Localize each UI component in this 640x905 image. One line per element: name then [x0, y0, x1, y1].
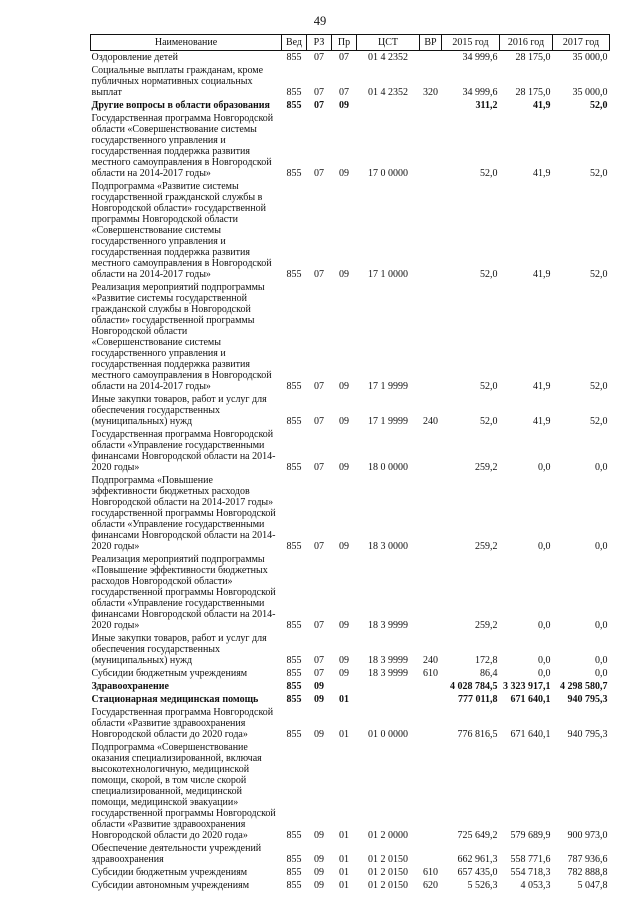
cell-2015: 86,4 [480, 668, 498, 679]
table-body [91, 51, 610, 893]
header-cst: ЦСТ [357, 35, 420, 51]
cell-ved: 855 [286, 880, 302, 891]
cell-name: Социальные выплаты гражданам, кроме публичных нормативных социальных выплат [91, 65, 264, 98]
cell-ved: 855 [286, 100, 302, 111]
cell-name: Государственная программа Новгородской области «Управление государственными финансами Новгородской области на 2014-2020 годы» [91, 429, 276, 473]
cell-2016: 41,9 [533, 381, 551, 392]
cell-cst: 01 2 0150 [368, 867, 408, 878]
cell-ved: 855 [286, 620, 302, 631]
cell-cst: 01 4 2352 [368, 52, 408, 63]
table-row [91, 866, 610, 879]
cell-2016: 671 640,1 [510, 729, 551, 740]
cell-name: Здравоохранение [91, 681, 169, 692]
cell-2016: 0,0 [538, 541, 551, 552]
cell-2017: 4 298 580,7 [560, 681, 608, 692]
cell-2017: 0,0 [595, 655, 608, 666]
cell-2015: 725 649,2 [457, 830, 498, 841]
cell-pr: 01 [339, 867, 349, 878]
cell-pr: 09 [339, 655, 349, 666]
cell-ved: 855 [286, 830, 302, 841]
cell-2015: 777 011,8 [458, 694, 498, 705]
cell-2015: 259,2 [475, 462, 498, 473]
cell-2015: 259,2 [475, 541, 498, 552]
table-row [91, 112, 610, 180]
cell-rz: 09 [314, 867, 324, 878]
cell-vr [420, 680, 442, 693]
cell-ved: 855 [286, 655, 302, 666]
cell-rz: 09 [314, 880, 324, 891]
cell-cst: 18 3 9999 [368, 668, 408, 679]
page-number: 49 [313, 14, 327, 28]
cell-pr: 09 [339, 381, 349, 392]
cell-name: Иные закупки товаров, работ и услуг для обеспечения государственных (муниципальных) нужд [91, 394, 267, 427]
cell-2015: 52,0 [480, 381, 498, 392]
header-2016: 2016 год [500, 35, 553, 51]
cell-2015: 34 999,6 [462, 52, 498, 63]
cell-pr: 09 [339, 541, 349, 552]
cell-2016: 0,0 [538, 668, 551, 679]
cell-name: Субсидии бюджетным учреждениям [91, 668, 248, 679]
cell-rz: 09 [314, 681, 324, 692]
cell-2016: 554 718,3 [510, 867, 551, 878]
cell-rz: 09 [314, 854, 324, 865]
cell-rz: 07 [314, 87, 324, 98]
cell-name: Подпрограмма «Повышение эффективности бюджетных расходов Новгородской области на 2014-2017 годы» государственной программы Новгородской области «Управление государственными финансами Новгородской области на 2014-2020 годы» [91, 475, 276, 552]
cell-name: Субсидии бюджетным учреждениям [91, 867, 248, 878]
cell-name: Подпрограмма «Совершенствование оказания специализированной, включая высокотехнологичную, медицинской помощи, скорой, в том числе скорой специализированной, медицинской помощи, медицинской эвакуации» государственной программы Новгородской области «Развитие здравоохранения Новгородской области до 2020 года» [91, 742, 276, 841]
cell-cst: 17 1 9999 [368, 381, 408, 392]
table-row [91, 281, 610, 393]
table-row [91, 64, 610, 99]
cell-ved: 855 [286, 668, 302, 679]
cell-cst: 17 1 9999 [368, 416, 408, 427]
cell-ved: 855 [286, 462, 302, 473]
cell-2016: 671 640,1 [510, 694, 551, 705]
cell-pr: 09 [339, 100, 349, 111]
table-row [91, 474, 610, 553]
cell-2016: 28 175,0 [515, 87, 551, 98]
header-ved: Вед [282, 35, 307, 51]
cell-rz: 07 [314, 52, 324, 63]
header-2017: 2017 год [553, 35, 610, 51]
cell-2015: 662 961,3 [457, 854, 498, 865]
table-row [91, 693, 610, 706]
cell-2016: 4 053,3 [520, 880, 551, 891]
header-rz: РЗ [307, 35, 332, 51]
cell-cst: 17 0 0000 [368, 168, 408, 179]
cell-cst [357, 680, 420, 693]
cell-2017: 35 000,0 [572, 87, 608, 98]
table-row [91, 393, 610, 428]
cell-2017: 52,0 [590, 381, 608, 392]
cell-2017: 0,0 [595, 620, 608, 631]
cell-2015: 5 526,3 [467, 880, 498, 891]
cell-2015: 34 999,6 [462, 87, 498, 98]
cell-cst: 01 2 0150 [368, 880, 408, 891]
cell-pr: 09 [339, 462, 349, 473]
cell-rz: 07 [314, 168, 324, 179]
cell-name: Другие вопросы в области образования [91, 100, 270, 111]
cell-name: Стационарная медицинская помощь [91, 694, 259, 705]
cell-vr: 620 [423, 880, 438, 891]
cell-vr: 610 [423, 668, 438, 679]
cell-rz: 07 [314, 416, 324, 427]
cell-2015: 172,8 [475, 655, 498, 666]
cell-pr: 01 [339, 694, 349, 705]
cell-2017: 52,0 [590, 269, 608, 280]
header-2015: 2015 год [442, 35, 500, 51]
cell-ved: 855 [286, 694, 302, 705]
table-header-row [91, 35, 610, 51]
table-row [91, 680, 610, 693]
cell-vr: 240 [423, 416, 438, 427]
cell-2017: 0,0 [595, 668, 608, 679]
cell-vr [420, 553, 442, 632]
table-row [91, 99, 610, 112]
cell-2016: 0,0 [538, 655, 551, 666]
cell-2017: 940 795,3 [567, 729, 608, 740]
cell-pr: 07 [339, 87, 349, 98]
cell-2016: 41,9 [533, 269, 551, 280]
cell-rz: 07 [314, 100, 324, 111]
cell-pr [332, 680, 357, 693]
cell-name: Государственная программа Новгородской области «Совершенствование системы государственного управления и государственная поддержка развития местного самоуправления в Новгородской области на 2014-2017 годы» [91, 113, 274, 179]
cell-pr: 09 [339, 269, 349, 280]
cell-2016: 41,9 [533, 416, 551, 427]
cell-pr: 01 [339, 830, 349, 841]
table-row [91, 842, 610, 866]
cell-pr: 09 [339, 620, 349, 631]
cell-2015: 776 816,5 [457, 729, 498, 740]
cell-2015: 259,2 [475, 620, 498, 631]
cell-rz: 07 [314, 668, 324, 679]
cell-name: Государственная программа Новгородской области «Развитие здравоохранения Новгородской области до 2020 года» [91, 707, 274, 740]
cell-2016: 0,0 [538, 620, 551, 631]
cell-vr [420, 474, 442, 553]
cell-pr: 09 [339, 416, 349, 427]
cell-2017: 0,0 [595, 541, 608, 552]
cell-2016: 579 689,9 [510, 830, 551, 841]
cell-2015: 52,0 [480, 416, 498, 427]
table-row [91, 632, 610, 667]
cell-name: Подпрограмма «Развитие системы государственной гражданской службы в Новгородской области» государственной программы Новгородской области «Совершенствование системы государственного управления и государственная поддержка развития местного самоуправления в Новгородской области на 2014-2017 годы» [91, 181, 272, 280]
cell-ved: 855 [286, 854, 302, 865]
cell-2017: 52,0 [590, 416, 608, 427]
cell-2017: 782 888,8 [567, 867, 608, 878]
cell-ved: 855 [286, 168, 302, 179]
cell-vr [420, 281, 442, 393]
cell-2015: 52,0 [480, 269, 498, 280]
cell-name: Субсидии автономным учреждениям [91, 880, 250, 891]
cell-name: Реализация мероприятий подпрограммы «Развитие системы государственной гражданской службы в Новгородской области» государственной программы Новгородской области «Совершенствование системы государственного управления и государственная поддержка развития местного самоуправления в Новгородской области на 2014-2017 годы» [91, 282, 272, 392]
cell-2017: 900 973,0 [567, 830, 608, 841]
table-row [91, 553, 610, 632]
cell-2015: 311,2 [475, 100, 498, 111]
table-row [91, 706, 610, 741]
cell-vr [420, 180, 442, 281]
cell-2016: 0,0 [538, 462, 551, 473]
cell-cst: 18 3 9999 [368, 620, 408, 631]
cell-2017: 52,0 [590, 168, 608, 179]
cell-2017: 0,0 [595, 462, 608, 473]
cell-2015: 657 435,0 [457, 867, 498, 878]
table-row [91, 667, 610, 680]
cell-pr: 01 [339, 729, 349, 740]
cell-2016: 3 323 917,1 [503, 681, 551, 692]
cell-cst: 01 2 0150 [368, 854, 408, 865]
cell-2016: 28 175,0 [515, 52, 551, 63]
cell-2017: 5 047,8 [577, 880, 608, 891]
cell-ved: 855 [286, 541, 302, 552]
cell-2017: 787 936,6 [567, 854, 608, 865]
cell-cst: 01 4 2352 [368, 87, 408, 98]
cell-ved: 855 [286, 416, 302, 427]
cell-ved: 855 [286, 381, 302, 392]
cell-cst: 18 3 9999 [368, 655, 408, 666]
cell-rz: 07 [314, 655, 324, 666]
cell-2017: 52,0 [590, 100, 608, 111]
cell-ved: 855 [286, 87, 302, 98]
cell-vr: 610 [423, 867, 438, 878]
cell-2015: 52,0 [480, 168, 498, 179]
cell-vr: 320 [423, 87, 438, 98]
cell-2017: 940 795,3 [567, 694, 608, 705]
cell-ved: 855 [286, 867, 302, 878]
cell-cst: 01 0 0000 [368, 729, 408, 740]
cell-ved: 855 [286, 729, 302, 740]
cell-vr [420, 112, 442, 180]
cell-ved: 855 [286, 52, 302, 63]
cell-cst [357, 693, 420, 706]
cell-2016: 558 771,6 [510, 854, 551, 865]
cell-2015: 4 028 784,5 [450, 681, 498, 692]
header-pr: Пр [332, 35, 357, 51]
cell-cst [357, 99, 420, 112]
cell-cst: 18 3 0000 [368, 541, 408, 552]
cell-vr [420, 51, 442, 65]
cell-vr [420, 428, 442, 474]
table-row [91, 741, 610, 842]
cell-ved: 855 [286, 269, 302, 280]
cell-2017: 35 000,0 [572, 52, 608, 63]
cell-pr: 01 [339, 880, 349, 891]
cell-rz: 09 [314, 694, 324, 705]
cell-rz: 07 [314, 462, 324, 473]
cell-rz: 07 [314, 620, 324, 631]
table-row [91, 51, 610, 65]
cell-vr: 240 [423, 655, 438, 666]
cell-2016: 41,9 [533, 100, 551, 111]
cell-pr: 07 [339, 52, 349, 63]
cell-vr [420, 706, 442, 741]
cell-cst: 01 2 0000 [368, 830, 408, 841]
table-row [91, 180, 610, 281]
table-row [91, 879, 610, 892]
cell-name: Иные закупки товаров, работ и услуг для обеспечения государственных (муниципальных) нужд [91, 633, 267, 666]
cell-ved: 855 [286, 681, 302, 692]
budget-table [90, 34, 610, 892]
cell-vr [420, 99, 442, 112]
cell-2016: 41,9 [533, 168, 551, 179]
cell-vr [420, 842, 442, 866]
cell-rz: 07 [314, 541, 324, 552]
cell-rz: 09 [314, 729, 324, 740]
cell-vr [420, 741, 442, 842]
cell-pr: 01 [339, 854, 349, 865]
cell-pr: 09 [339, 668, 349, 679]
cell-cst: 18 0 0000 [368, 462, 408, 473]
cell-pr: 09 [339, 168, 349, 179]
cell-rz: 09 [314, 830, 324, 841]
header-name: Наименование [91, 35, 282, 51]
table-row [91, 428, 610, 474]
cell-name: Оздоровление детей [91, 52, 178, 63]
cell-name: Обеспечение деятельности учреждений здравоохранения [91, 843, 262, 865]
cell-rz: 07 [314, 269, 324, 280]
cell-cst: 17 1 0000 [368, 269, 408, 280]
cell-vr [420, 693, 442, 706]
cell-name: Реализация мероприятий подпрограммы «Повышение эффективности бюджетных расходов Новгородской области» государственной программы Новгородской области «Управление государственными финансами Новгородской области на 2014-2020 годы» [91, 554, 276, 631]
header-vr: ВР [420, 35, 442, 51]
cell-rz: 07 [314, 381, 324, 392]
